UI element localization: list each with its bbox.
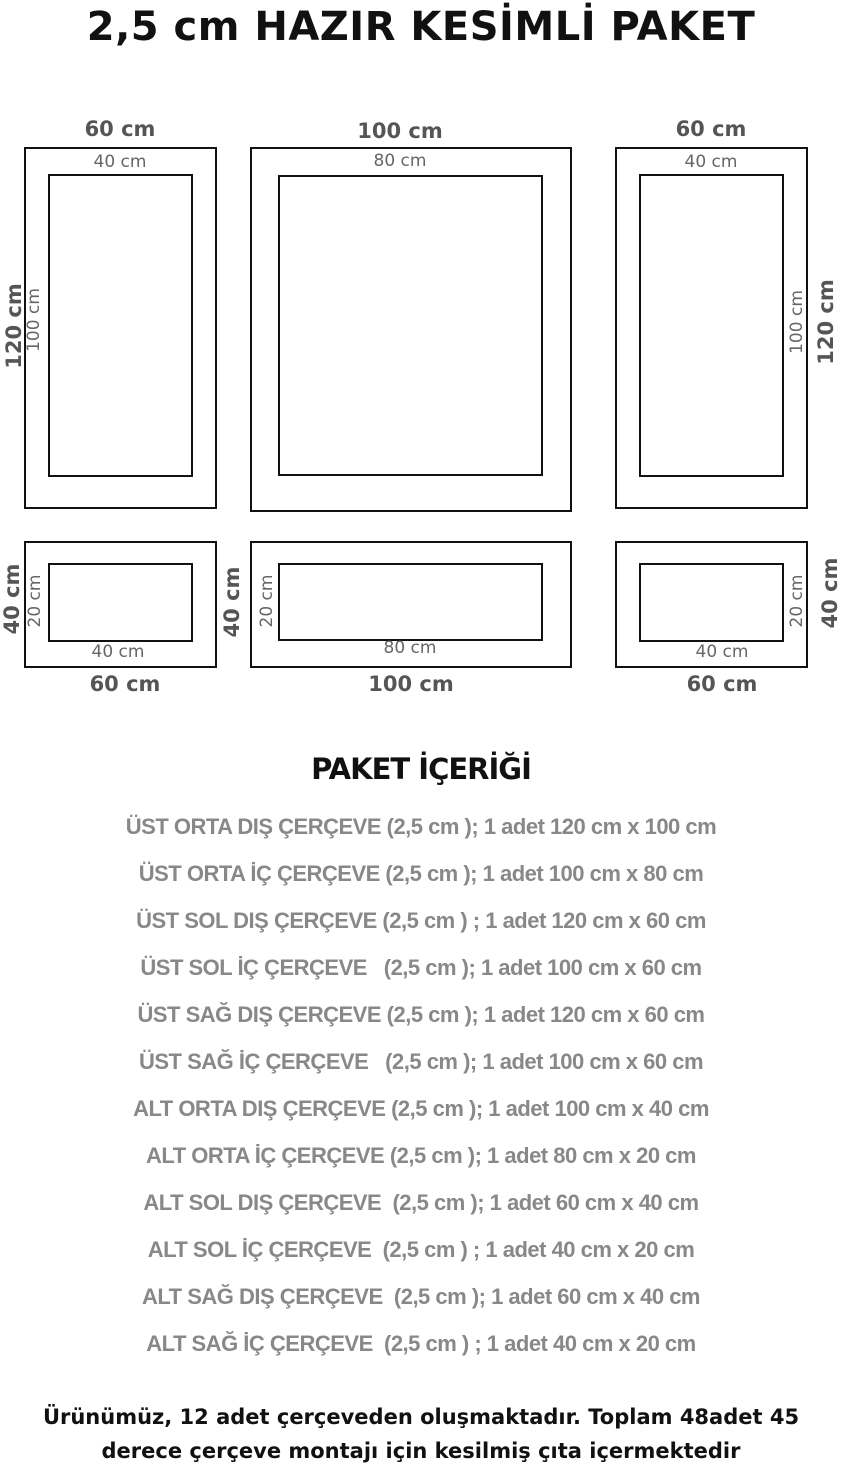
top-right-inner-height-label: 100 cm [787, 290, 807, 354]
bottom-center-outer-height-label: 40 cm [220, 566, 244, 638]
bottom-left-inner-height-label: 20 cm [25, 574, 45, 628]
bottom-right-outer-height-label: 40 cm [818, 557, 842, 629]
top-right-inner-width-label: 40 cm [684, 152, 738, 172]
bottom-left-outer-height-label: 40 cm [0, 563, 24, 635]
package-item: ÜST SAĞ DIŞ ÇERÇEVE (2,5 cm ); 1 adet 120 cm x 60 cm [137, 1002, 705, 1027]
top-left-inner-width-label: 40 cm [93, 152, 147, 172]
bottom-left-inner-frame [48, 563, 193, 642]
top-center-inner-width-label: 80 cm [373, 151, 427, 171]
top-left-inner-frame [48, 174, 193, 477]
top-center-outer-width-label: 100 cm [357, 119, 443, 143]
top-right-outer-width-label: 60 cm [675, 117, 747, 141]
package-item: ALT SAĞ İÇ ÇERÇEVE (2,5 cm ) ; 1 adet 40 cm x 20 cm [146, 1331, 696, 1356]
top-left-outer-height-label: 120 cm [2, 283, 26, 369]
package-item: ÜST SOL DIŞ ÇERÇEVE (2,5 cm ) ; 1 adet 120 cm x 60 cm [136, 908, 706, 933]
top-right-outer-height-label: 120 cm [814, 279, 838, 365]
bottom-center-inner-frame [278, 563, 543, 641]
footer-note-line-1: Ürünümüz, 12 adet çerçeveden oluşmaktadır. Toplam 48adet 45 [42, 1405, 800, 1429]
bottom-right-outer-width-label: 60 cm [686, 672, 758, 696]
bottom-left-outer-width-label: 60 cm [89, 672, 161, 696]
package-item: ALT SOL DIŞ ÇERÇEVE (2,5 cm ); 1 adet 60 cm x 40 cm [143, 1190, 699, 1215]
footer-note [0, 1400, 842, 1468]
package-item: ALT SAĞ DIŞ ÇERÇEVE (2,5 cm ); 1 adet 60 cm x 40 cm [141, 1284, 700, 1309]
bottom-right-inner-width-label: 40 cm [695, 642, 749, 662]
package-item: ÜST SAĞ İÇ ÇERÇEVE (2,5 cm ); 1 adet 100 cm x 60 cm [138, 1049, 704, 1074]
package-item: ÜST ORTA İÇ ÇERÇEVE (2,5 cm ); 1 adet 100 cm x 80 cm [138, 861, 704, 886]
package-item: ALT SOL İÇ ÇERÇEVE (2,5 cm ) ; 1 adet 40 cm x 20 cm [147, 1237, 695, 1262]
bottom-center-inner-height-label: 20 cm [257, 574, 277, 628]
bottom-right-inner-height-label: 20 cm [787, 574, 807, 628]
package-item: ÜST ORTA DIŞ ÇERÇEVE (2,5 cm ); 1 adet 120 cm x 100 cm [125, 814, 717, 839]
package-title: PAKET İÇERİĞİ [311, 752, 531, 786]
package-item-list [0, 808, 842, 1372]
package-item: ALT ORTA İÇ ÇERÇEVE (2,5 cm ); 1 adet 80 cm x 20 cm [146, 1143, 696, 1168]
top-left-outer-width-label: 60 cm [84, 117, 156, 141]
top-center-inner-frame [278, 175, 543, 476]
package-item: ÜST SOL İÇ ÇERÇEVE (2,5 cm ); 1 adet 100 cm x 60 cm [140, 955, 702, 980]
top-right-inner-frame [639, 174, 784, 477]
bottom-left-inner-width-label: 40 cm [91, 642, 145, 662]
top-left-inner-height-label: 100 cm [24, 288, 44, 352]
bottom-center-outer-width-label: 100 cm [368, 672, 454, 696]
bottom-center-inner-width-label: 80 cm [383, 638, 437, 658]
footer-note-line-2: derece çerçeve montajı için kesilmiş çıta içermektedir [101, 1439, 741, 1463]
page-title: 2,5 cm HAZIR KESİMLİ PAKET [86, 4, 756, 50]
bottom-right-inner-frame [639, 563, 784, 642]
package-item: ALT ORTA DIŞ ÇERÇEVE (2,5 cm ); 1 adet 100 cm x 40 cm [133, 1096, 709, 1121]
